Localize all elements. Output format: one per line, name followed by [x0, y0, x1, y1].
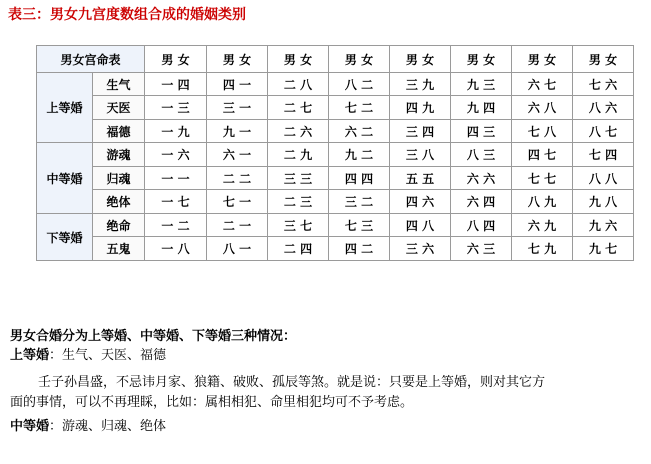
upper-summary — [10, 347, 166, 365]
table-cell: 二 八 — [268, 73, 329, 96]
table-row — [37, 237, 634, 261]
table-cell: 四 二 — [329, 237, 390, 261]
table-cell: 二 九 — [268, 143, 329, 167]
table-cell: 二 二 — [207, 167, 268, 190]
table-cell: 八 四 — [451, 214, 512, 237]
upper-types: ：生气、天医、福德 — [49, 348, 167, 363]
table-cell: 八 八 — [573, 167, 634, 190]
table-cell: 四 一 — [207, 73, 268, 96]
table-row — [37, 190, 634, 214]
row-label: 生气 — [93, 73, 145, 96]
middle-label: 中等婚 — [10, 419, 50, 434]
table-cell: 四 三 — [451, 120, 512, 143]
group-label: 中等婚 — [37, 143, 93, 214]
table-cell: 一 四 — [145, 73, 207, 96]
table-cell: 三 九 — [390, 73, 451, 96]
column-header: 男 女 — [207, 46, 268, 73]
row-label: 绝体 — [93, 190, 145, 214]
table-cell: 六 六 — [451, 167, 512, 190]
table-cell: 七 四 — [573, 143, 634, 167]
table-cell: 六 八 — [512, 96, 573, 120]
table-cell: 四 六 — [390, 190, 451, 214]
row-label: 五鬼 — [93, 237, 145, 261]
column-header: 男 女 — [329, 46, 390, 73]
group-label: 上等婚 — [37, 73, 93, 143]
table-cell: 四 八 — [390, 214, 451, 237]
table-cell: 三 二 — [329, 190, 390, 214]
table-row — [37, 120, 634, 143]
marriage-table — [36, 45, 634, 261]
table-cell: 九 二 — [329, 143, 390, 167]
upper-label: 上等婚 — [10, 348, 50, 363]
table-cell: 七 七 — [512, 167, 573, 190]
table-body — [37, 46, 634, 261]
table-cell: 一 二 — [145, 214, 207, 237]
table-row — [37, 73, 634, 96]
table-cell: 八 三 — [451, 143, 512, 167]
table-row — [37, 167, 634, 190]
table-cell: 七 一 — [207, 190, 268, 214]
header-row — [37, 46, 634, 73]
table-cell: 一 六 — [145, 143, 207, 167]
table-cell: 八 七 — [573, 120, 634, 143]
table-cell: 六 七 — [512, 73, 573, 96]
table-cell: 一 一 — [145, 167, 207, 190]
row-label: 天医 — [93, 96, 145, 120]
table-cell: 七 六 — [573, 73, 634, 96]
row-label: 归魂 — [93, 167, 145, 190]
table-cell: 八 六 — [573, 96, 634, 120]
row-label: 绝命 — [93, 214, 145, 237]
table-cell: 四 九 — [390, 96, 451, 120]
table-cell: 三 四 — [390, 120, 451, 143]
column-header: 男 女 — [451, 46, 512, 73]
middle-types: ：游魂、归魂、绝体 — [49, 419, 167, 434]
table-cell: 二 七 — [268, 96, 329, 120]
table-cell: 四 四 — [329, 167, 390, 190]
table-cell: 二 六 — [268, 120, 329, 143]
middle-summary — [10, 418, 166, 436]
table-cell: 三 三 — [268, 167, 329, 190]
corner-header: 男女宫命表 — [37, 46, 145, 73]
table-row — [37, 214, 634, 237]
table-cell: 一 七 — [145, 190, 207, 214]
table-cell: 九 一 — [207, 120, 268, 143]
table-cell: 六 九 — [512, 214, 573, 237]
table-cell: 二 一 — [207, 214, 268, 237]
column-header: 男 女 — [573, 46, 634, 73]
table-row — [37, 96, 634, 120]
table-cell: 三 一 — [207, 96, 268, 120]
table-cell: 七 三 — [329, 214, 390, 237]
table-cell: 三 八 — [390, 143, 451, 167]
row-label: 福德 — [93, 120, 145, 143]
table-cell: 六 四 — [451, 190, 512, 214]
table-row — [37, 143, 634, 167]
paragraph-line-2: 面的事情，可以不再理睬，比如：属相相犯、命里相犯均可不予考虑。 — [10, 395, 414, 410]
table-cell: 五 五 — [390, 167, 451, 190]
table-cell: 九 四 — [451, 96, 512, 120]
table-cell: 六 二 — [329, 120, 390, 143]
table-cell: 六 一 — [207, 143, 268, 167]
table-cell: 三 七 — [268, 214, 329, 237]
table-cell: 二 三 — [268, 190, 329, 214]
table-cell: 八 二 — [329, 73, 390, 96]
page-title: 表三：男女九宫度数组合成的婚姻类别 — [8, 7, 246, 23]
column-header: 男 女 — [145, 46, 207, 73]
table-cell: 七 二 — [329, 96, 390, 120]
intro-heading: 男女合婚分为上等婚、中等婚、下等婚三种情况： — [10, 329, 297, 344]
row-label: 游魂 — [93, 143, 145, 167]
table-cell: 一 八 — [145, 237, 207, 261]
paragraph-line-1: 壬子孙昌盛，不忌讳月家、狼籍、破败、孤辰等煞。就是说：只要是上等婚，则对其它方 — [38, 375, 546, 390]
group-label: 下等婚 — [37, 214, 93, 261]
table-cell: 八 一 — [207, 237, 268, 261]
table-cell: 七 九 — [512, 237, 573, 261]
table-cell: 六 三 — [451, 237, 512, 261]
table-cell: 七 八 — [512, 120, 573, 143]
table-cell: 二 四 — [268, 237, 329, 261]
table-cell: 三 六 — [390, 237, 451, 261]
table-cell: 八 九 — [512, 190, 573, 214]
column-header: 男 女 — [268, 46, 329, 73]
table-cell: 九 七 — [573, 237, 634, 261]
table-cell: 九 八 — [573, 190, 634, 214]
table-cell: 九 六 — [573, 214, 634, 237]
table-cell: 四 七 — [512, 143, 573, 167]
table-cell: 一 三 — [145, 96, 207, 120]
table-cell: 一 九 — [145, 120, 207, 143]
column-header: 男 女 — [390, 46, 451, 73]
table-cell: 九 三 — [451, 73, 512, 96]
column-header: 男 女 — [512, 46, 573, 73]
